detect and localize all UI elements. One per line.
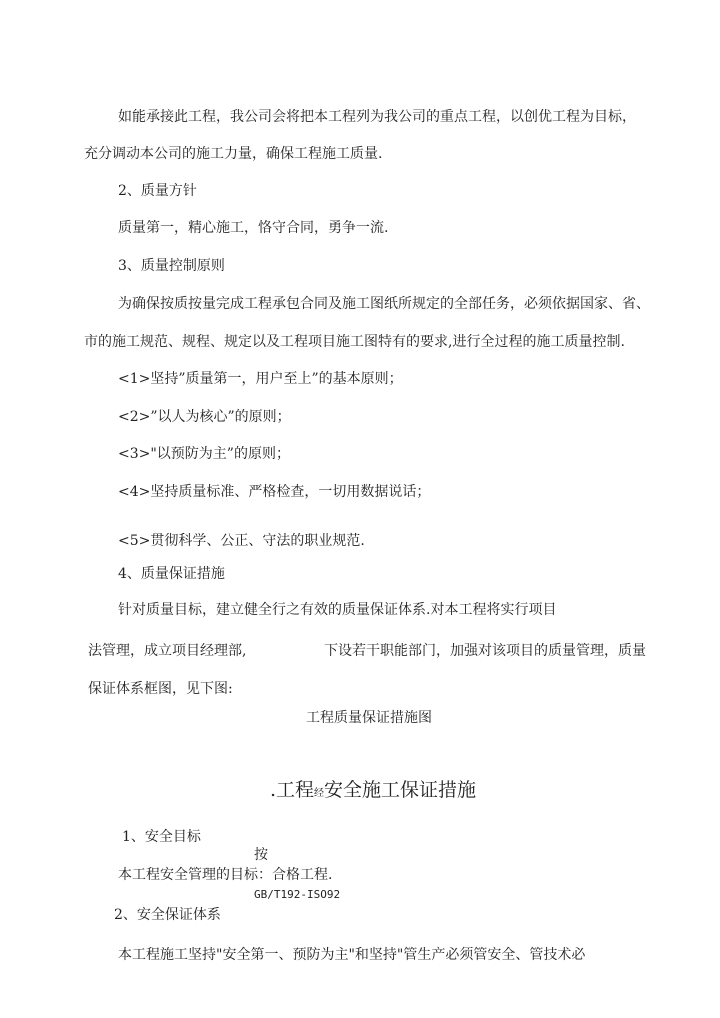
section-title-small: 经 — [314, 788, 325, 799]
section-title-rest: 安全施工保证措施 — [324, 779, 477, 801]
paragraph-line: 法管理，成立项目经理部, — [88, 643, 247, 659]
paragraph-line: 下设若干职能部门，加强对该项目的质量管理，质量 — [324, 643, 646, 659]
section-heading: 1、安全目标 — [122, 829, 201, 845]
paragraph-line: 保证体系框图，见下图: — [88, 681, 233, 697]
paragraph-line: 本工程安全管理的目标：合格工程. — [118, 867, 333, 883]
list-item: <3>"以预防为主”的原则； — [118, 446, 290, 462]
section-title-prefix: .工程 — [270, 779, 315, 801]
section-heading: 2、质量方针 — [118, 183, 197, 199]
section-heading: 4、质量保证措施 — [118, 566, 225, 582]
standard-code: GB/T192-ISO92 — [254, 888, 341, 901]
section-title — [270, 778, 476, 806]
annotation-note: 按 — [254, 847, 268, 863]
list-item: <4>坚持质量标准、严格检查，一切用数据说话； — [118, 484, 431, 500]
paragraph-line: 为确保按质按量完成工程承包合同及施工图纸所规定的全部任务，必须依据国家、省、 — [118, 296, 650, 312]
list-item: <2>”以人为核心”的原则； — [118, 409, 291, 425]
figure-caption: 工程质量保证措施图 — [306, 710, 432, 726]
section-heading: 3、质量控制原则 — [118, 258, 225, 274]
paragraph-line: 质量第一，精心施工，恪守合同，勇争一流. — [118, 220, 389, 236]
list-item: <5>贯彻科学、公正、守法的职业规范. — [118, 533, 365, 549]
list-item: <1>坚持”质量第一，用户至上”的基本原则； — [118, 371, 403, 387]
paragraph-line: 针对质量目标，建立健全行之有效的质量保证体系.对本工程将实行项目 — [118, 602, 557, 618]
paragraph-line: 充分调动本公司的施工力量，确保工程施工质量. — [84, 146, 383, 162]
paragraph-line: 如能承接此工程，我公司会将把本工程列为我公司的重点工程，以创优工程为目标， — [118, 109, 636, 125]
paragraph-line: 本工程施工坚持"安全第一、预防为主"和坚持"管生产必须管安全、管技术必 — [118, 947, 586, 963]
section-heading: 2、安全保证体系 — [114, 907, 221, 923]
paragraph-line: 市的施工规范、规程、规定以及工程项目施工图特有的要求,进行全过程的施工质量控制. — [84, 334, 625, 350]
